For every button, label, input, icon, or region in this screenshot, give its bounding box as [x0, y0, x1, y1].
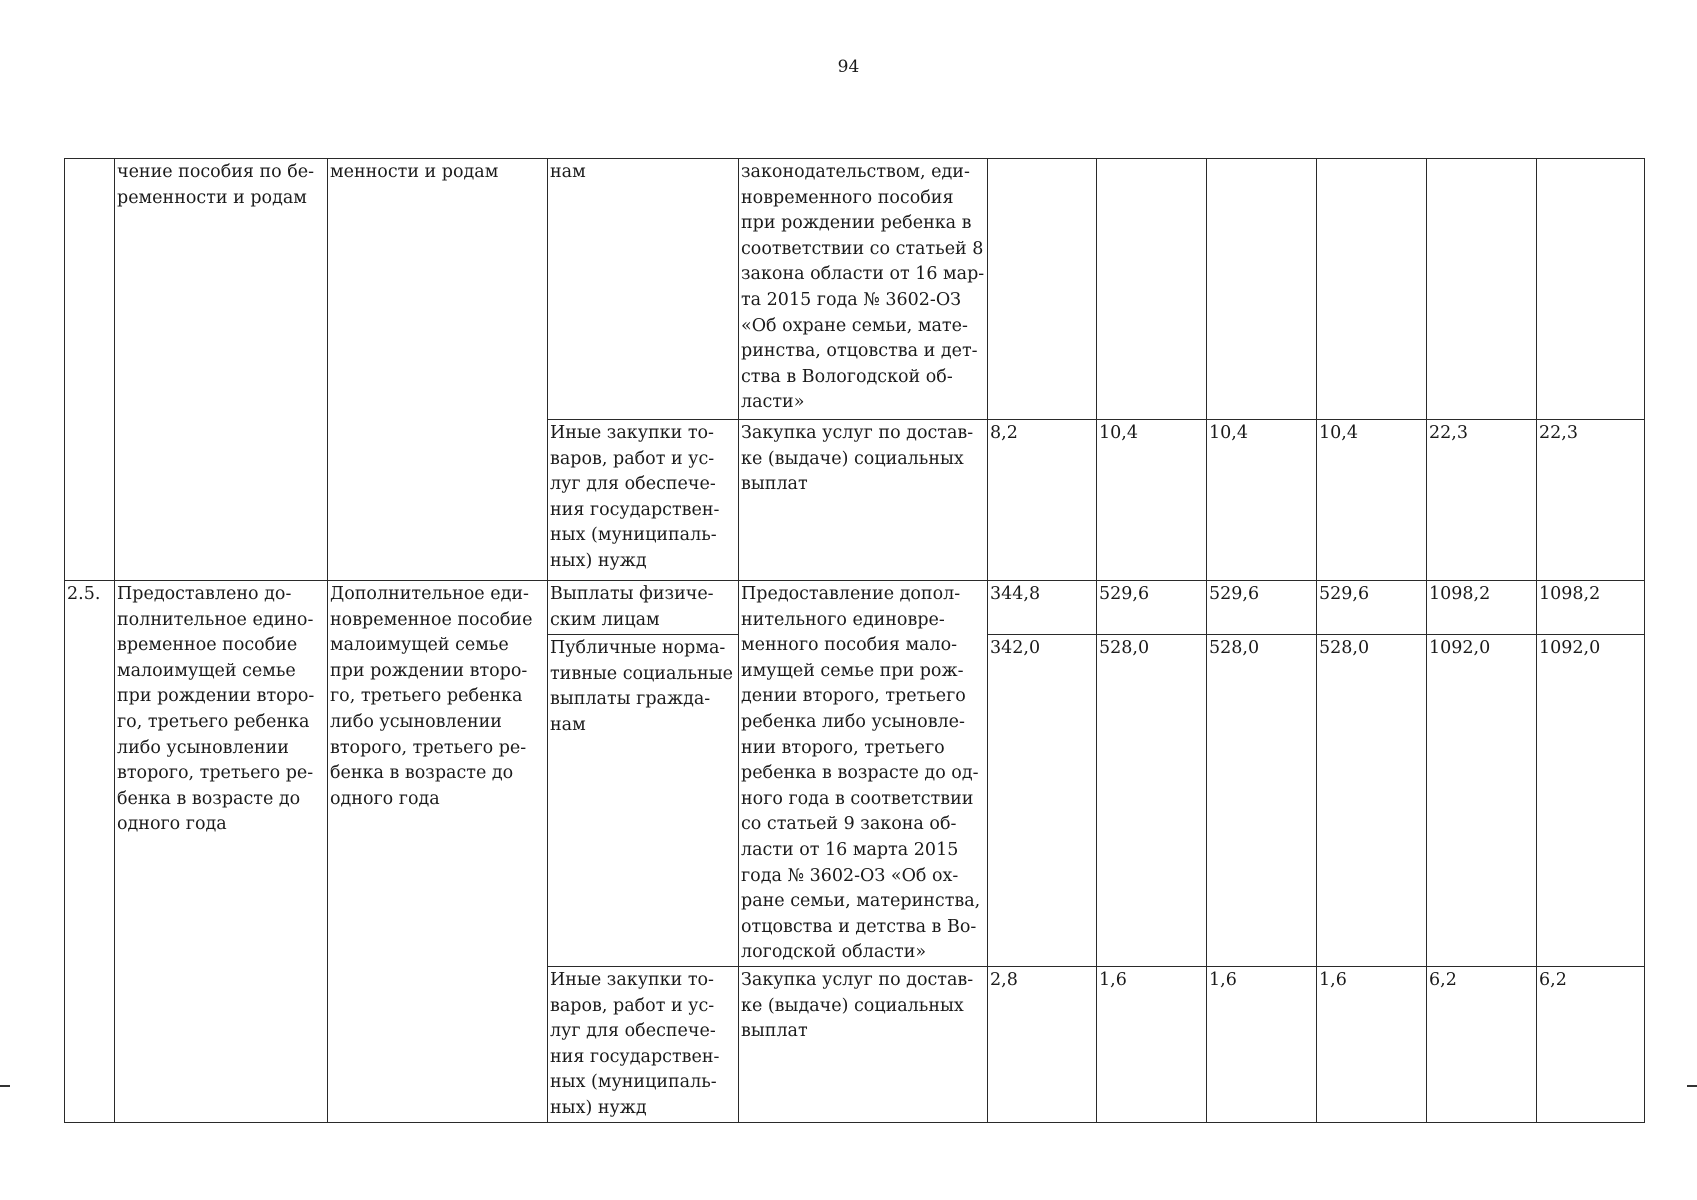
expense-type-cell: нам: [548, 159, 739, 420]
value-cell: 344,8: [988, 581, 1097, 635]
measure-cell: Дополнительное еди- новременное пособие малоимущей семье при рождении второ- го, третьего ребенка либо усыновлении второго, третьего ре- бенка в возрасте до одного года: [328, 581, 548, 1123]
value-cell: 22,3: [1427, 420, 1537, 581]
scan-margin-mark: [0, 1085, 10, 1087]
value-cell: 10,4: [1317, 420, 1427, 581]
value-cell: 529,6: [1207, 581, 1317, 635]
value-cell: 342,0: [988, 634, 1097, 966]
description-cell: Закупка услуг по достав- ке (выдаче) социальных выплат: [739, 420, 988, 581]
value-cell: 528,0: [1317, 634, 1427, 966]
value-cell: 1,6: [1317, 966, 1427, 1122]
value-cell: 529,6: [1097, 581, 1207, 635]
expense-type-cell: Иные закупки то- варов, работ и ус- луг для обеспече- ния государствен- ных (муниципаль- ных) нужд: [548, 420, 739, 581]
value-cell: [1537, 159, 1645, 420]
row-number-cell: [65, 159, 115, 581]
scan-margin-mark: [1687, 1085, 1697, 1087]
description-cell: законодательством, еди- новременного пособия при рождении ребенка в соответствии со статьей 8 закона области от 16 мар- та 2015 года № 3602-ОЗ «Об охране семьи, мате- ринства, отцовства и дет- ства в Вологодской об- ласти»: [739, 159, 988, 420]
value-cell: [988, 159, 1097, 420]
result-cell: Предоставлено до- полнительное едино- временное пособие малоимущей семье при рождении второ- го, третьего ребенка либо усыновлении второго, третьего ре- бенка в возрасте до одного года: [115, 581, 328, 1123]
value-cell: 1,6: [1097, 966, 1207, 1122]
value-cell: 10,4: [1097, 420, 1207, 581]
value-cell: [1207, 159, 1317, 420]
value-cell: 528,0: [1097, 634, 1207, 966]
value-cell: 6,2: [1427, 966, 1537, 1122]
table-row: [65, 159, 1645, 420]
value-cell: 529,6: [1317, 581, 1427, 635]
row-number-cell: 2.5.: [65, 581, 115, 1123]
measure-cell: менности и родам: [328, 159, 548, 581]
expense-type-cell: Выплаты физиче- ским лицам: [548, 581, 739, 635]
value-cell: 1092,0: [1427, 634, 1537, 966]
description-cell: Закупка услуг по достав- ке (выдаче) социальных выплат: [739, 966, 988, 1122]
value-cell: 10,4: [1207, 420, 1317, 581]
table-row: [65, 581, 1645, 635]
value-cell: 22,3: [1537, 420, 1645, 581]
value-cell: 2,8: [988, 966, 1097, 1122]
description-cell: Предоставление допол- нительного единовре- менного пособия мало- имущей семье при рож- дении второго, третьего ребенка либо усыновле- нии второго, третьего ребенка в возрасте до од- ного года в соответствии со статьей 9 закона об- ласти от 16 марта 2015 года № 3602-ОЗ «Об ох- ране семьи, материнства, отцовства и детства в Во- логодской области»: [739, 581, 988, 967]
value-cell: 1,6: [1207, 966, 1317, 1122]
value-cell: [1427, 159, 1537, 420]
value-cell: 1098,2: [1427, 581, 1537, 635]
expense-type-cell: Публичные норма- тивные социальные выплаты гражда- нам: [548, 634, 739, 966]
result-cell: чение пособия по бе- ременности и родам: [115, 159, 328, 581]
value-cell: 528,0: [1207, 634, 1317, 966]
data-table: [64, 158, 1645, 1123]
value-cell: 1098,2: [1537, 581, 1645, 635]
expense-type-cell: Иные закупки то- варов, работ и ус- луг для обеспече- ния государствен- ных (муниципаль- ных) нужд: [548, 966, 739, 1122]
value-cell: [1097, 159, 1207, 420]
value-cell: 1092,0: [1537, 634, 1645, 966]
value-cell: 8,2: [988, 420, 1097, 581]
value-cell: [1317, 159, 1427, 420]
page-number: 94: [837, 57, 860, 77]
value-cell: 6,2: [1537, 966, 1645, 1122]
